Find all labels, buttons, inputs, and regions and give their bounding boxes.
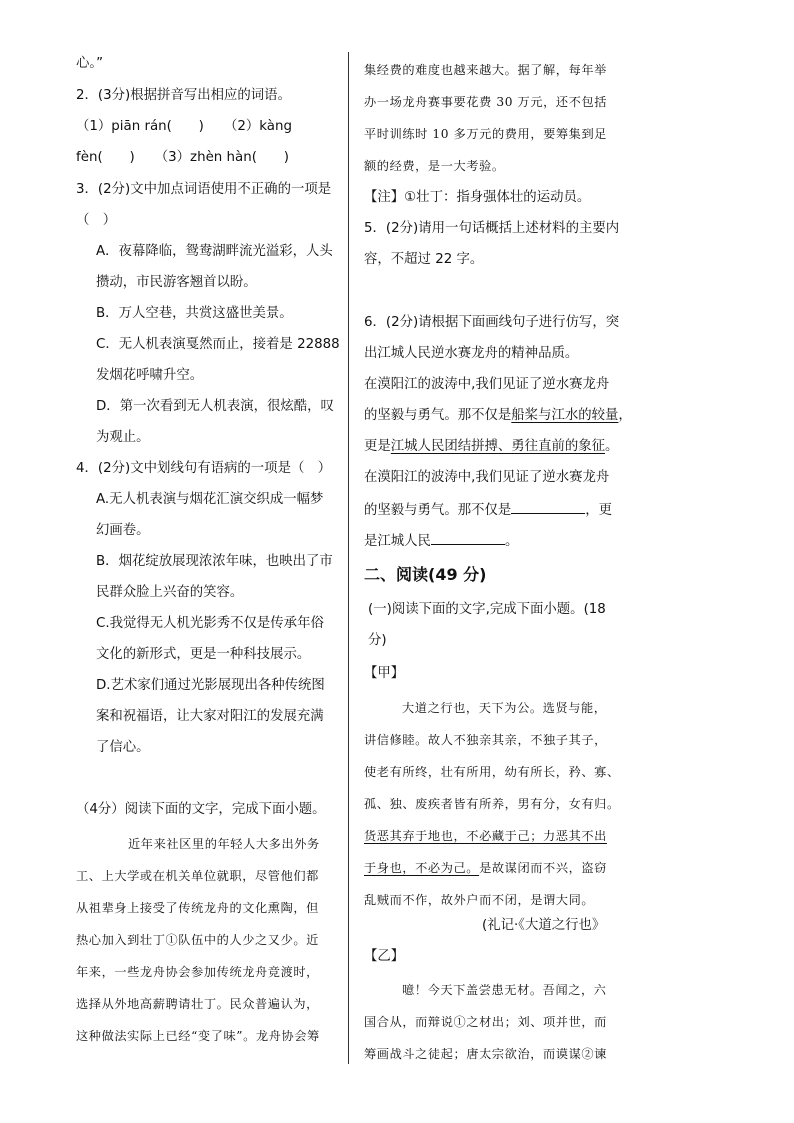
model-text: 的坚毅与勇气。那不仅是 [364,408,512,423]
reading-instruction: (一)阅读下面的文字,完成下面小题。(18 [368,602,606,617]
imitation-line: 在漠阳江的波涛中,我们见证了逆水赛龙舟 [364,470,610,485]
imitation-line [364,530,518,552]
option-c-cont: 文化的新形式，更是一种科技展示。 [96,647,311,662]
model-sentence [364,406,632,426]
classical-text [364,858,607,878]
classical-text: 噫！今天下盖尝患无材。吾闻之，六 [402,983,607,997]
source-citation: (礼记·《大道之行也》 [482,918,606,933]
option-d: D．第一次看到无人机表演，很炫酷，叹 [96,399,334,414]
question-5: 5．(2分)请用一句话概括上述材料的主要内 [364,221,620,236]
passage-line: 热心加入到壮丁①队伍中的人少之又少。近 [76,933,319,947]
classical-text: 乱贼而不作，故外户而不闭，是谓大同。 [364,893,595,907]
pinyin-line: （1）piān rán( ) （2）kàng [76,119,292,134]
passage-line: 选择从外地高薪聘请壮丁。民众普遍认为， [76,997,319,1011]
classical-text: 讲信修睦。故人不独亲其亲，不独子其子， [364,733,607,747]
classical-text: 孤、独、废疾者皆有所养，男有分，女有归。 [364,797,620,811]
underlined-phrase: 江城人民团结拼搏、勇往直前的象征 [390,439,606,454]
option-c: C．无人机表演戛然而止，接着是 22888 [96,337,340,352]
section-heading: 二、阅读(49 分) [364,565,487,584]
question-6-cont: 出江城人民逆水赛龙舟的精神品质。 [364,346,579,361]
model-text: 。 [605,439,619,454]
column-divider [348,52,349,1064]
option-b-cont: 民群众脸上兴奋的笑容。 [96,585,244,600]
imitation-text: 。 [504,534,519,549]
option-d-cont: 案和祝福语，让大家对阳江的发展充满 [96,709,324,724]
passage-line: 年来，一些龙舟协会参加传统龙舟竞渡时， [76,965,319,979]
passage-line: 工、上大学或在机关单位就职，尽管他们都 [76,869,319,883]
footnote: 【注】①壮丁：指身强体壮的运动员。 [364,190,591,205]
passage-label-yi: 【乙】 [364,949,405,964]
underlined-phrase: 船桨与江水的较量 [511,408,619,423]
question-5-cont: 容，不超过 22 字。 [364,252,484,267]
classical-text: 国合从，而辩说①之材出；刘、项并世，而 [364,1015,607,1029]
option-a-cont: 幻画卷。 [96,523,150,538]
classical-text-underlined: 货恶其弃于地也，不必藏于己；力恶其不出 [364,829,607,843]
question-3: 3．(2分)文中加点词语使用不正确的一项是 [76,182,332,197]
question-6: 6．(2分)请根据下面画线句子进行仿写，突 [364,315,620,330]
passage-line: 这种做法实际上已经“变了味”。龙舟协会筹 [76,1029,320,1043]
model-sentence [364,437,618,457]
model-text: 更是 [364,439,391,454]
passage-line: 从祖辈身上接受了传统龙舟的文化熏陶，但 [76,901,319,915]
imitation-line [364,499,612,521]
answer-bracket: （ ） [76,213,117,228]
classical-text: 是故谋闭而不兴，盗窃 [479,861,607,875]
reading-instruction: （4分）阅读下面的文字，完成下面小题。 [76,802,326,817]
question-4: 4．(2分)文中划线句有语病的一项是（ ） [76,461,332,476]
option-d-cont: 为观止。 [96,430,150,445]
passage-line: 额的经费，是一大考验。 [364,159,505,173]
passage-line: 办一场龙舟赛事要花费 30 万元，还不包括 [364,95,608,109]
option-a: A.无人机表演与烟花汇演交织成一幅梦 [96,492,324,507]
classical-text: 大道之行也，天下为公。选贤与能， [402,701,607,715]
model-text: ， [618,408,632,423]
underlined-phrase: 于身也，不必为己。 [364,861,480,875]
answer-blank[interactable] [431,530,505,545]
option-d: D.艺术家们通过光影展现出各种传统图 [96,678,325,693]
passage-label-jia: 【甲】 [364,666,405,681]
passage-line: 近年来社区里的年轻人大多出外务 [128,837,320,851]
option-c: C.我觉得无人机光影秀不仅是传承年俗 [96,616,324,631]
answer-blank[interactable] [511,499,585,514]
pinyin-line: fèn( ) （3）zhèn hàn( ) [76,150,289,165]
option-a: A．夜幕降临，鸳鸯湖畔流光溢彩，人头 [96,244,333,259]
option-b: B．万人空巷，共赏这盛世美景。 [96,306,293,321]
option-c-cont: 发烟花呼啸升空。 [96,368,204,383]
model-sentence: 在漠阳江的波涛中,我们见证了逆水赛龙舟 [364,377,610,392]
passage-line: 平时训练时 10 多万元的费用，要筹集到足 [364,127,608,141]
classical-text: 使老有所终，壮有所用，幼有所长，矜、寡、 [364,765,620,779]
reading-instruction-cont: 分) [368,633,387,648]
question-2: 2．(3分)根据拼音写出相应的词语。 [76,88,291,103]
imitation-text: ，更 [585,503,613,518]
option-a-cont: 攒动，市民游客翘首以盼。 [96,275,257,290]
option-b: B．烟花绽放展现浓浓年味，也映出了市 [96,554,333,569]
imitation-text: 是江城人民 [364,534,431,549]
imitation-text: 的坚毅与勇气。那不仅是 [364,503,512,518]
passage-line: 集经费的难度也越来越大。据了解，每年举 [364,63,607,77]
option-d-cont: 了信心。 [96,740,150,755]
classical-text: 筹画战斗之徒起；唐太宗欲治，而谟谋②谏 [364,1047,607,1061]
text-line: 心。” [76,56,104,71]
